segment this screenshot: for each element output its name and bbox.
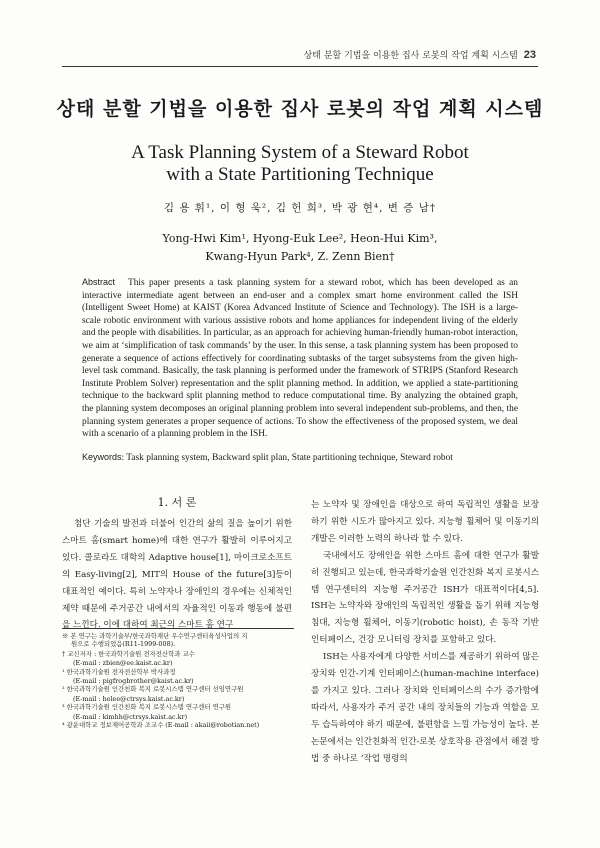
footnote-funding-line2: 원으로 수행되었음(R11-1999-008). bbox=[71, 640, 176, 649]
title-english-line1: A Task Planning System of a Steward Robot bbox=[131, 142, 469, 163]
title-korean: 상태 분할 기법을 이용한 집사 로봇의 작업 계획 시스템 bbox=[56, 98, 544, 120]
body-paragraph: 첨단 기술의 발전과 더불어 인간의 삶의 질을 높이기 위한 스마트 홈(smart home)에 대한 연구가 활발히 이루어지고 있다. 콜로라도 대학의 Adaptive house[1], 마이크로소프트의 Easy-living[2], MIT의 House of the future[3]등이 대표적인 예이다. 특히 노약자나 장애인의 경우에는 신체적인 제약 때문에 주거공간 내에서의 자율적인 이동과 행동에 불편을 느낀다. 이에 대하여 최근의 스마트 홈 연구 bbox=[62, 519, 292, 631]
section-heading: 1. 서 론 bbox=[157, 496, 197, 509]
footnote-5: ⁴ 광운대학교 정보제어공학과 조교수 (E-mail : akaii@robotian.net) bbox=[62, 721, 260, 730]
body-paragraph: 국내에서도 장애인을 위한 스마트 홈에 대한 연구가 활발히 진행되고 있는데, 한국과학기술원 인간친화 복지 로봇시스템 연구센터의 지능형 주거공간 ISH가 대표적이다[4,5]. ISH는 노약자와 장애인의 독립적인 생활을 돕기 위해 지능형 침대, 지능형 휠체어, 이동기(robotic hoist), 손 동작 기반 인터페이스, 건강 모니터링 장치를 포함하고 있다. bbox=[311, 550, 539, 646]
footnote-2: ¹ 한국과학기술원 전자전산학부 박사과정 bbox=[62, 667, 176, 676]
abstract-label: Abstract bbox=[82, 277, 116, 287]
footnote-5-text: 광운대학교 정보제어공학과 조교수 (E-mail : akaii@robotian.net) bbox=[66, 721, 260, 730]
body-right-column bbox=[311, 497, 539, 768]
authors-english bbox=[0, 230, 600, 266]
running-title: 상태 분할 기법을 이용한 집사 로봇의 작업 계획 시스템 bbox=[303, 51, 518, 61]
footnote-2-text: 한국과학기술원 전자전산학부 박사과정 bbox=[66, 667, 176, 676]
running-header bbox=[304, 48, 536, 61]
authors-english-line2: Kwang-Hyun Park⁴, Z. Zenn Bien† bbox=[205, 250, 395, 263]
abstract bbox=[82, 276, 518, 441]
keywords-label: Keywords bbox=[82, 452, 122, 462]
body-left-column bbox=[62, 516, 292, 634]
page-number: 23 bbox=[523, 49, 536, 61]
body-paragraph: 는 노약자 및 장애인을 대상으로 하여 독립적인 생활을 보장하기 위한 시도가 많아지고 있다. 지능형 휠체어 및 이동기의 개발은 이러한 노력의 하나라 할 수 있다. bbox=[311, 500, 539, 544]
footnote-4: ³ 한국과학기술원 인간친화 복지 로봇시스템 연구센터 연구원 bbox=[62, 703, 232, 712]
footnote-1-email: (E-mail : zbien@ee.kaist.ac.kr) bbox=[73, 659, 173, 668]
footnote-3: ² 한국과학기술원 인간친화 복지 로봇시스템 연구센터 선임연구원 bbox=[62, 685, 244, 694]
footnote-3-text: 한국과학기술원 인간친화 복지 로봇시스템 연구센터 선임연구원 bbox=[66, 685, 244, 694]
header-rule bbox=[62, 66, 538, 67]
authors-english-line1: Yong-Hwi Kim¹, Hyong-Euk Lee², Heon-Hui Kim³, bbox=[162, 232, 438, 245]
footnote-1-text: 교신저자 : 한국과학기술원 전자전산학과 교수 bbox=[67, 649, 195, 658]
abstract-text: This paper presents a task planning system for a steward robot, which has been developed as an interactive intermediate agent between an end-user and a complex smart home environment called the ISH (Intelligent Sweet Home) at KAIST (Korea Advanced Institute of Science and Technology). The ISH is a large-scale robotic environment with various assistive robots and home appliances for independent living of the elderly and the people with disabilities. In particular, as an approach for achieving human-friendly human-robot interaction, we aim at ‘simplification of task commands’ by the user. In this sense, a task planning system has been proposed to generate a sequence of actions effectively for coordinating subtasks of the target subsystems from the given high-level task command. Basically, the task planning is performed under the framework of STRIPS (Stanford Research Institute Problem Solver) representation and the split planning method. In addition, we applied a state-partitioning technique to the backward split planning method to reduce computational time. By analyzing the obtained graph, the planning system decomposes an original planning problem into several independent sub-problems, and then, the planning system generates a proper sequence of actions. To show the effectiveness of the proposed system, we deal with a scenario of a planning problem in the ISH. bbox=[82, 278, 518, 440]
keywords bbox=[82, 452, 518, 463]
footnote-rule bbox=[62, 628, 294, 629]
footnote-2-email: (E-mail : pigfrogbrother@kaist.ac.kr) bbox=[73, 677, 194, 686]
footnote-3-email: (E-mail : helee@ctrsys.kaist.ac.kr) bbox=[73, 694, 185, 703]
body-paragraph: ISH는 사용자에게 다양한 서비스를 제공하기 위하여 많은 장치와 인간-기계 인터페이스(human-machine interface)를 가지고 있다. 그러나 장치와 인터페이스의 수가 증가함에 따라서, 사용자가 주거 공간 내의 장치들의 기능과 역할을 모두 습득하여야 하기 때문에, 불편함을 느낄 가능성이 높다. 본 논문에서는 인간친화적 인간-로봇 상호작용 관점에서 해결 방법 중 하나로 ‘작업 명령의 bbox=[311, 652, 539, 764]
keywords-text: : Task planning system, Backward split plan, State partitioning technique, Steward robot bbox=[121, 453, 453, 463]
footnote-1: † 교신저자 : 한국과학기술원 전자전산학과 교수 bbox=[62, 649, 195, 658]
footnotes bbox=[62, 632, 294, 730]
title-english-line2: with a State Partitioning Technique bbox=[166, 164, 434, 185]
footnote-4-text: 한국과학기술원 인간친화 복지 로봇시스템 연구센터 연구원 bbox=[66, 703, 232, 712]
authors-korean: 김 용 휘¹, 이 형 욱², 김 헌 희³, 박 광 현⁴, 변 증 남† bbox=[163, 202, 437, 214]
footnote-funding-line1: ※ 본 연구는 과학기술부/한국과학재단 우수연구센터육성사업의 지 bbox=[62, 632, 248, 640]
footnote-4-email: (E-mail : kimhh@ctrsys.kaist.ac.kr) bbox=[73, 712, 188, 721]
footnote-funding bbox=[62, 632, 294, 649]
title-english bbox=[0, 142, 600, 186]
